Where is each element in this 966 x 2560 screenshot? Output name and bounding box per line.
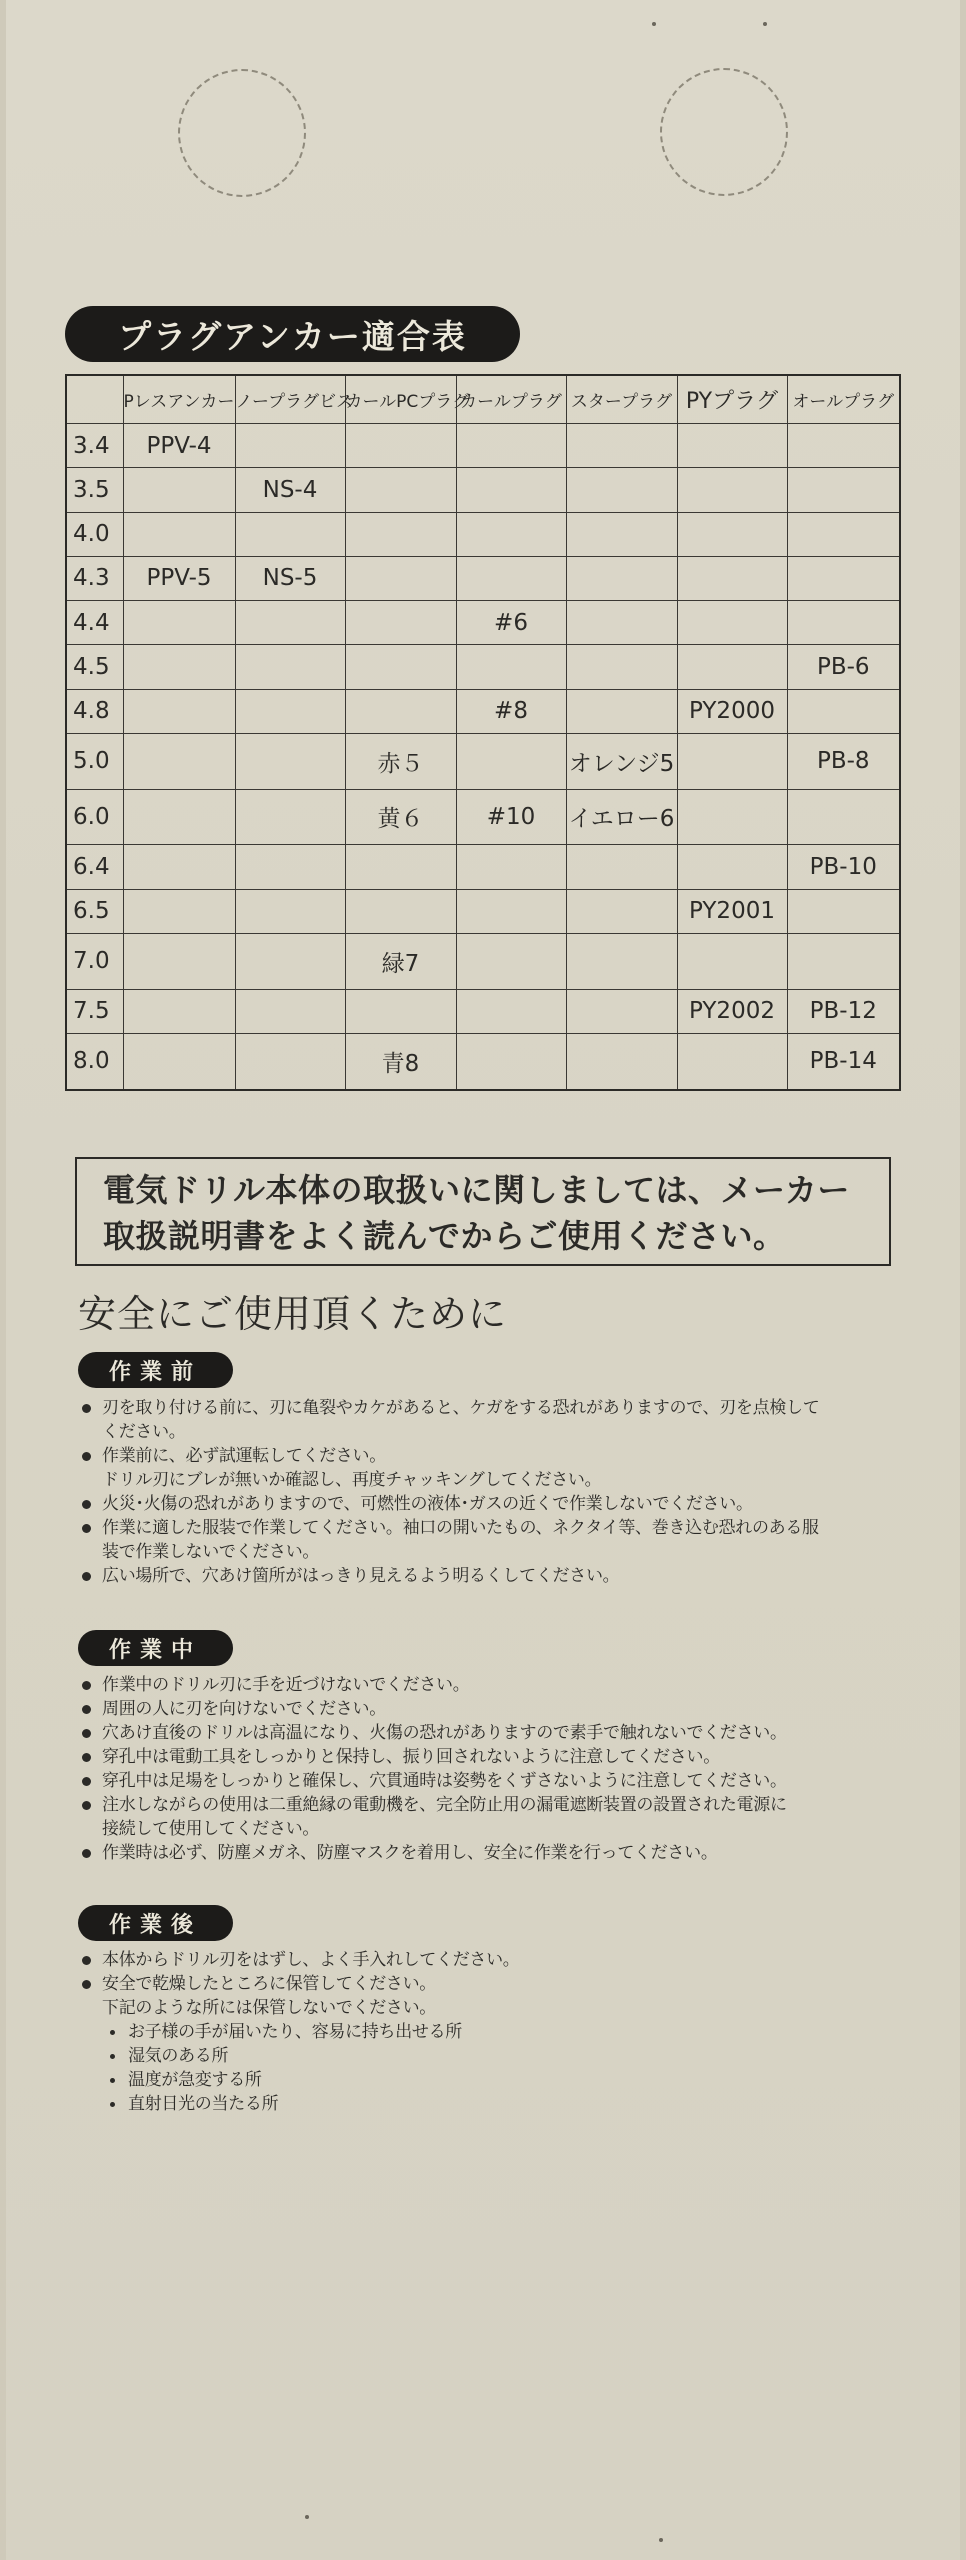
list-item — [80, 1673, 920, 1697]
drill-notice-box — [75, 1157, 891, 1266]
header-cell-curl-plug: カールプラグ — [456, 375, 566, 424]
drill-size-cell: 3.4 — [66, 424, 123, 468]
table-cell — [787, 512, 900, 556]
table-cell — [123, 689, 235, 733]
table-cell — [123, 468, 235, 512]
table-row — [66, 468, 900, 512]
table-row — [66, 933, 900, 989]
table-cell: 黄６ — [345, 789, 456, 845]
table-cell: イエロー6 — [566, 789, 677, 845]
table-cell — [456, 512, 566, 556]
table-cell — [566, 689, 677, 733]
table-cell: PPV-4 — [123, 424, 235, 468]
table-title: プラグアンカー適合表 — [65, 306, 520, 362]
punch-hole-left — [178, 69, 306, 197]
table-cell — [345, 601, 456, 645]
table-cell — [345, 889, 456, 933]
table-cell — [677, 601, 787, 645]
table-cell — [123, 1033, 235, 1090]
table-cell — [677, 468, 787, 512]
table-cell — [566, 424, 677, 468]
table-cell — [345, 556, 456, 600]
bullet-icon — [82, 1777, 91, 1786]
table-cell — [345, 989, 456, 1033]
sub-list-item — [80, 2044, 920, 2068]
sub-list-item — [80, 2020, 920, 2044]
bullet-icon — [82, 1452, 91, 1461]
table-cell — [566, 512, 677, 556]
table-cell — [566, 645, 677, 689]
drill-size-cell: 3.5 — [66, 468, 123, 512]
bullet-icon — [82, 1404, 91, 1413]
table-row — [66, 889, 900, 933]
table-cell — [456, 556, 566, 600]
table-row — [66, 1033, 900, 1090]
table-cell — [345, 424, 456, 468]
drill-size-cell: 4.8 — [66, 689, 123, 733]
table-cell — [345, 645, 456, 689]
small-bullet-icon — [110, 2030, 115, 2035]
table-cell — [566, 889, 677, 933]
bullet-icon — [82, 1572, 91, 1581]
list-item — [80, 1444, 920, 1492]
card-edge-right — [960, 0, 966, 2560]
list-item-text: 火災･火傷の恐れがありますので、可燃性の液体･ガスの近くで作業しないでください。 — [102, 1494, 753, 1514]
header-cell-star-plug: スタープラグ — [566, 375, 677, 424]
bullet-icon — [82, 1681, 91, 1690]
table-cell — [677, 933, 787, 989]
drill-size-cell: 4.4 — [66, 601, 123, 645]
table-cell — [123, 989, 235, 1033]
table-cell — [235, 933, 345, 989]
table-cell — [235, 989, 345, 1033]
list-item-text: ドリル刃にブレが無いか確認し、再度チャッキングしてください。 — [102, 1470, 602, 1490]
list-item — [80, 1769, 920, 1793]
bullet-icon — [82, 1801, 91, 1810]
table-cell — [456, 889, 566, 933]
table-cell — [235, 424, 345, 468]
table-cell — [345, 512, 456, 556]
table-cell — [123, 889, 235, 933]
table-cell — [235, 789, 345, 845]
table-cell — [566, 845, 677, 889]
table-cell: PY2002 — [677, 989, 787, 1033]
drill-size-cell: 4.0 — [66, 512, 123, 556]
table-cell — [677, 556, 787, 600]
table-cell — [123, 933, 235, 989]
table-cell: PB-10 — [787, 845, 900, 889]
table-cell: PY2001 — [677, 889, 787, 933]
list-item — [80, 1793, 920, 1841]
after-work-list — [80, 1948, 920, 2116]
table-cell — [235, 645, 345, 689]
notice-line: 取扱説明書をよく読んでからご使用ください。 — [103, 1217, 786, 1255]
table-cell — [566, 989, 677, 1033]
table-cell: PB-12 — [787, 989, 900, 1033]
table-cell — [235, 512, 345, 556]
section-label-after-work: 作業後 — [78, 1905, 233, 1941]
table-cell — [677, 845, 787, 889]
table-row — [66, 989, 900, 1033]
table-cell: NS-4 — [235, 468, 345, 512]
table-cell — [787, 933, 900, 989]
table-cell — [235, 845, 345, 889]
list-item — [80, 1564, 920, 1588]
drill-size-cell: 7.0 — [66, 933, 123, 989]
table-cell — [677, 645, 787, 689]
table-cell — [677, 512, 787, 556]
table-cell — [456, 933, 566, 989]
table-row — [66, 601, 900, 645]
table-cell — [787, 424, 900, 468]
drill-size-cell: 8.0 — [66, 1033, 123, 1090]
list-item-text: 接続して使用してください。 — [102, 1819, 320, 1839]
table-row — [66, 512, 900, 556]
bullet-icon — [82, 1849, 91, 1858]
list-item — [80, 1516, 920, 1564]
small-bullet-icon — [110, 2054, 115, 2059]
table-cell — [787, 789, 900, 845]
section-label-before-work: 作業前 — [78, 1352, 233, 1388]
list-item — [80, 1841, 920, 1865]
safety-heading: 安全にご使用頂くために — [78, 1292, 508, 1336]
during-work-list — [80, 1673, 920, 1865]
table-cell — [235, 689, 345, 733]
list-item-text: ください。 — [102, 1422, 186, 1442]
drill-size-cell: 4.5 — [66, 645, 123, 689]
list-item — [80, 1948, 920, 1972]
table-cell: PB-6 — [787, 645, 900, 689]
punch-hole-right — [660, 68, 788, 196]
table-cell — [123, 601, 235, 645]
table-cell — [677, 733, 787, 789]
drill-size-cell: 6.5 — [66, 889, 123, 933]
list-item-text: 刃を取り付ける前に、刃に亀裂やカケがあると、ケガをする恐れがありますので、刃を点検して — [102, 1398, 820, 1418]
list-item — [80, 1972, 920, 2020]
table-cell — [235, 601, 345, 645]
table-cell: PB-14 — [787, 1033, 900, 1090]
table-cell: #8 — [456, 689, 566, 733]
speck — [763, 22, 767, 26]
bullet-icon — [82, 1524, 91, 1533]
list-item-text: 装で作業しないでください。 — [102, 1542, 320, 1562]
table-row — [66, 845, 900, 889]
list-item-text: 作業前に、必ず試運転してください。 — [102, 1446, 386, 1466]
table-cell — [456, 733, 566, 789]
drill-size-cell: 7.5 — [66, 989, 123, 1033]
drill-size-cell: 6.0 — [66, 789, 123, 845]
table-header-row — [66, 375, 900, 424]
list-item-text: 穴あけ直後のドリルは高温になり、火傷の恐れがありますので素手で触れないでください。 — [102, 1723, 787, 1743]
bullet-icon — [82, 1705, 91, 1714]
list-item-text: 注水しながらの使用は二重絶縁の電動機を、完全防止用の漏電遮断装置の設置された電源に — [102, 1795, 787, 1815]
table-cell — [566, 1033, 677, 1090]
card-edge-left — [0, 0, 6, 2560]
table-cell — [787, 601, 900, 645]
drill-size-cell: 6.4 — [66, 845, 123, 889]
table-cell — [787, 556, 900, 600]
table-cell: PB-8 — [787, 733, 900, 789]
speck — [659, 2538, 663, 2542]
bullet-icon — [82, 1980, 91, 1989]
header-cell-corner — [66, 375, 123, 424]
small-bullet-icon — [110, 2078, 115, 2083]
table-row — [66, 789, 900, 845]
table-cell: #10 — [456, 789, 566, 845]
section-label-during-work: 作業中 — [78, 1630, 233, 1666]
list-item-text: 作業時は必ず、防塵メガネ、防塵マスクを着用し、安全に作業を行ってください。 — [102, 1843, 718, 1863]
list-item-text: 作業に適した服装で作業してください。袖口の開いたもの、ネクタイ等、巻き込む恐れのある服 — [102, 1518, 819, 1538]
sub-list-item-text: 湿気のある所 — [128, 2046, 229, 2066]
table-cell — [677, 424, 787, 468]
table-cell — [677, 1033, 787, 1090]
table-cell: NS-5 — [235, 556, 345, 600]
list-item-text: 穿孔中は電動工具をしっかりと保持し、振り回されないように注意してください。 — [102, 1747, 720, 1767]
table-row — [66, 645, 900, 689]
table-cell — [345, 689, 456, 733]
header-cell-py-plug: PYプラグ — [677, 375, 787, 424]
table-cell — [566, 601, 677, 645]
sub-list-item — [80, 2068, 920, 2092]
table-cell — [456, 845, 566, 889]
header-cell-no-plug-screw: ノープラグビス — [235, 375, 345, 424]
table-cell: 緑7 — [345, 933, 456, 989]
list-item-text: 穿孔中は足場をしっかりと確保し、穴貫通時は姿勢をくずさないように注意してください。 — [102, 1771, 787, 1791]
small-bullet-icon — [110, 2102, 115, 2107]
table-cell — [787, 689, 900, 733]
list-item — [80, 1396, 920, 1444]
table-cell: オレンジ5 — [566, 733, 677, 789]
header-cell-curl-pc-plug: カールPCプラグ — [345, 375, 456, 424]
bullet-icon — [82, 1753, 91, 1762]
table-cell — [235, 733, 345, 789]
table-cell — [787, 889, 900, 933]
table-cell — [566, 556, 677, 600]
table-row — [66, 424, 900, 468]
sub-list-item-text: 直射日光の当たる所 — [128, 2094, 279, 2114]
list-item — [80, 1697, 920, 1721]
table-cell — [123, 733, 235, 789]
list-item-text: 作業中のドリル刃に手を近づけないでください。 — [102, 1675, 470, 1695]
drill-size-cell: 4.3 — [66, 556, 123, 600]
bullet-icon — [82, 1956, 91, 1965]
bullet-icon — [82, 1500, 91, 1509]
anchor-compatibility-table — [65, 374, 901, 1091]
table-cell — [123, 512, 235, 556]
speck — [305, 2515, 309, 2519]
bullet-icon — [82, 1729, 91, 1738]
table-cell — [566, 468, 677, 512]
table-cell — [235, 1033, 345, 1090]
table-cell — [456, 1033, 566, 1090]
speck — [652, 22, 656, 26]
table-cell: 青8 — [345, 1033, 456, 1090]
header-cell-p-less-anchor: Pレスアンカー — [123, 375, 235, 424]
list-item — [80, 1745, 920, 1769]
sub-list-item-text: 温度が急変する所 — [128, 2070, 262, 2090]
table-cell — [456, 645, 566, 689]
list-item-text: 本体からドリル刃をはずし、よく手入れしてください。 — [102, 1950, 520, 1970]
list-item-text: 周囲の人に刃を向けないでください。 — [102, 1699, 386, 1719]
table-cell — [456, 989, 566, 1033]
table-cell — [345, 468, 456, 512]
list-item — [80, 1721, 920, 1745]
table-cell — [123, 845, 235, 889]
table-cell — [345, 845, 456, 889]
notice-line: 電気ドリル本体の取扱いに関しましては、メーカー — [103, 1171, 850, 1209]
table-cell: PY2000 — [677, 689, 787, 733]
sub-list-item-text: お子様の手が届いたり、容易に持ち出せる所 — [128, 2022, 462, 2042]
drill-size-cell: 5.0 — [66, 733, 123, 789]
table-cell — [123, 645, 235, 689]
table-row — [66, 733, 900, 789]
list-item — [80, 1492, 920, 1516]
table-cell: 赤５ — [345, 733, 456, 789]
before-work-list — [80, 1396, 920, 1588]
table-cell — [456, 468, 566, 512]
table-cell — [677, 789, 787, 845]
sub-list-item — [80, 2092, 920, 2116]
list-item-text: 下記のような所には保管しないでください。 — [102, 1998, 436, 2018]
table-cell — [787, 468, 900, 512]
table-cell — [235, 889, 345, 933]
table-cell — [456, 424, 566, 468]
table-cell: #6 — [456, 601, 566, 645]
list-item-text: 広い場所で、穴あけ箇所がはっきり見えるよう明るくしてください。 — [102, 1566, 620, 1586]
header-cell-all-plug: オールプラグ — [787, 375, 900, 424]
table-cell — [566, 933, 677, 989]
table-cell: PPV-5 — [123, 556, 235, 600]
table-row — [66, 556, 900, 600]
table-row — [66, 689, 900, 733]
list-item-text: 安全で乾燥したところに保管してください。 — [102, 1974, 436, 1994]
table-cell — [123, 789, 235, 845]
